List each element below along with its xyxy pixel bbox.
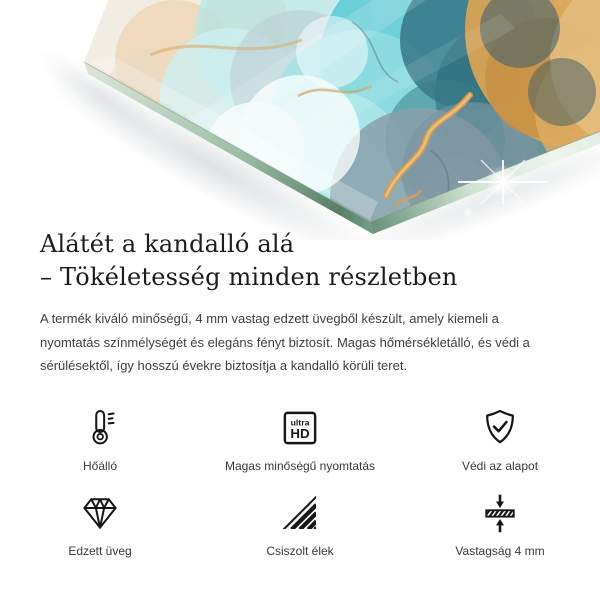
glass-panel-illustration: [0, 0, 600, 240]
product-description: A termék kiváló minőségű, 4 mm vastag edzett üvegből készült, amely kiemeli a nyomtatás színmélységét és elegáns fényt biztosít. Magas hőmérsékletálló, és védi a sérülésektől, így hosszú évekre biztosítja a kandalló körüli teret.: [40, 311, 530, 373]
svg-text:HD: HD: [290, 426, 310, 442]
feature-label: Edzett üveg: [68, 544, 132, 558]
feature-ultra-hd-print: [200, 402, 400, 487]
feature-tempered-glass: [0, 487, 200, 572]
feature-label: Védi az alapot: [461, 459, 539, 473]
feature-label: Hőálló: [82, 459, 118, 473]
heading-line-1: Alátét a kandalló alá: [40, 230, 295, 258]
section-heading: [40, 228, 580, 294]
feature-polished-edges: [200, 487, 400, 572]
polished-edges-icon: [277, 490, 323, 536]
svg-text:ultra: ultra: [290, 417, 310, 428]
feature-label: Csiszolt élek: [266, 544, 334, 558]
feature-label: Magas minőségű nyomtatás: [224, 459, 376, 473]
feature-thickness: [400, 487, 600, 572]
ultra-hd-icon: [277, 405, 323, 451]
thermometer-icon: [77, 405, 123, 451]
diamond-icon: [77, 490, 123, 536]
shield-check-icon: [477, 405, 523, 451]
feature-heat-resistant: [0, 402, 200, 487]
feature-grid: [0, 402, 600, 572]
product-image: [0, 0, 600, 240]
feature-label: Vastagság 4 mm: [455, 544, 545, 558]
feature-protects-base: [400, 402, 600, 487]
thickness-icon: [477, 490, 523, 536]
heading-line-2: – Tökéletesség minden részletben: [40, 263, 458, 291]
